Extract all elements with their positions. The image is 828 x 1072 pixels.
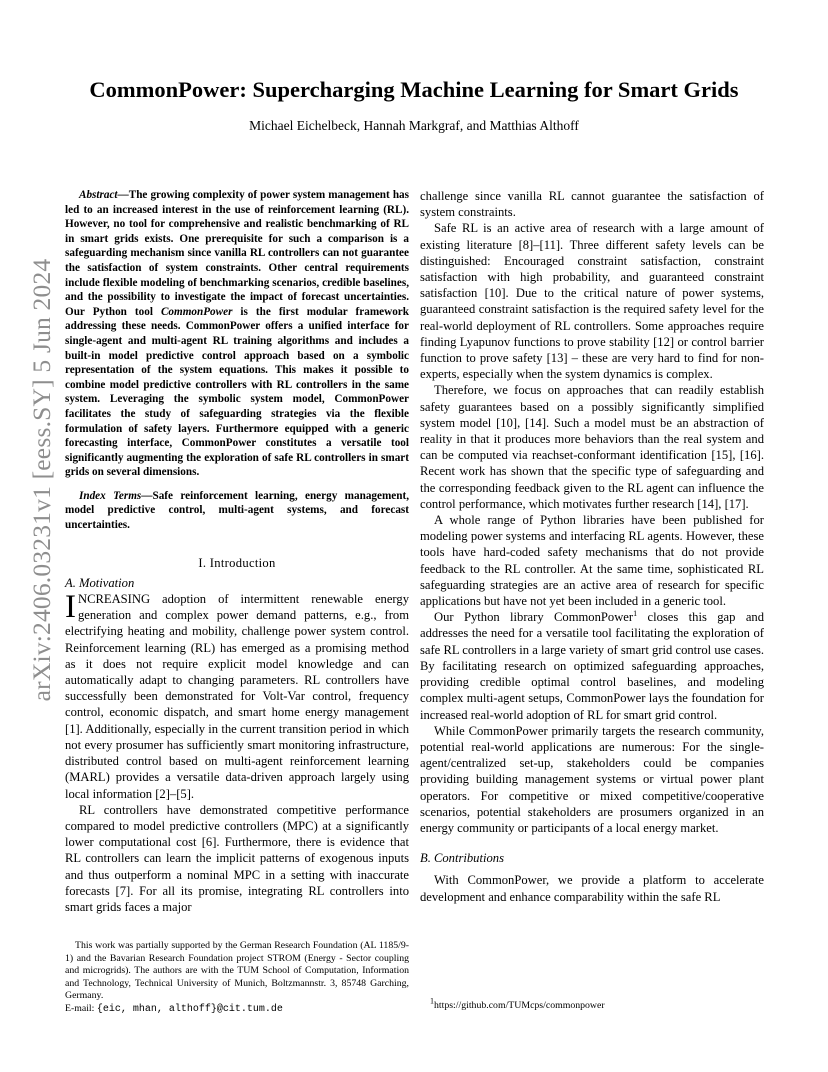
intro-paragraph-1-text: NCREASING adoption of intermittent renewable energy generation and complex power demand patterns, e.g., from electrifying heating and mobility, challenge power system control. Reinforcement learning (RL) has emerged as a promising method as it does not require explicit model knowledge and can automatically adapt to changing parameters. RL controllers have successfully been demonstrated for Volt-Var control, frequency control, economic dispatch, and smart home energy management [1]. Additionally, especially in the current transition period in which not every prosumer has sufficiently smart monitoring infrastructure, distributed control based on multi-agent reinforcement learning (MARL) provides a versatile data-driven approach largely using local information [2]–[5]. xyxy=(65,592,409,801)
email-addresses: {eic, mhan, althoff}@cit.tum.de xyxy=(96,1003,283,1015)
paper-title: CommonPower: Supercharging Machine Learning for Smart Grids xyxy=(89,77,739,102)
abstract-tool-name: CommonPower xyxy=(160,305,233,318)
section-heading-introduction: I. Introduction xyxy=(198,555,276,570)
funding-footnote xyxy=(65,940,409,1016)
url-footnote-marker: 1 xyxy=(430,996,434,1006)
index-terms-label: Index Terms xyxy=(79,489,142,502)
index-terms xyxy=(65,489,409,533)
abstract xyxy=(65,188,409,533)
abstract-label: Abstract xyxy=(79,189,118,201)
right-paragraph-2: Safe RL is an active area of research with a large amount of existing literature [8]–[11]. Three different safety levels can be distinguished: Encouraged constraint satisfaction, constraint satisfaction with high probability, and guaranteed constraint satisfaction [10]. Due to the critical nature of power systems, guaranteed constraint satisfaction is the required safety level for the real-world deployment of RL controllers. Some approaches require finding Lyapunov functions to prove stability [12] or control barrier function to prove safety [13] – these are very hard to find for non-experts, especially when the system dynamics is complex. xyxy=(420,221,764,382)
right-column xyxy=(420,188,764,905)
right-paragraph-1: challenge since vanilla RL cannot guarantee the satisfaction of system constraints. xyxy=(420,189,764,220)
drop-cap: I xyxy=(65,589,76,626)
left-column xyxy=(65,188,409,915)
subsection-heading-contributions: B. Contributions xyxy=(420,851,504,866)
abstract-paragraph xyxy=(65,188,409,480)
right-paragraph-4: A whole range of Python libraries have been published for modeling power systems and interfacing RL agents. However, these tools have hard-coded safety mechanisms that do not provide feedback to the RL controller. At the same time, sophisticated RL safeguarding strategies are an active area of research for specific applications but have not yet been included in a generic tool. xyxy=(420,513,764,609)
footnote-marker: 1 xyxy=(633,609,638,619)
right-paragraph-5-text-2: closes this gap and addresses the need for a versatile tool facilitating the exploration of safe RL controllers in a large variety of smart grid control use cases. By facilitating research on optimized safeguarding approaches, providing credible optimal control baselines, and modeling complex multi-agent setups, CommonPower lays the foundation for increased real-world adoption of RL for smart grid control. xyxy=(420,610,765,722)
abstract-text-1: —The growing complexity of power system management has led to an increased interest in the use of reinforcement learning (RL). However, no tool for comprehensive and realistic benchmarking of RL in smart grids exists. One prerequisite for such a comparison is a safeguarding mechanism since vanilla RL controllers can not guarantee the satisfaction of system constraints. Other central requirements include flexible modeling of benchmarking scenarios, credible baselines, and the possibility to investigate the impact of forecast uncertainties. Our Python tool xyxy=(65,189,409,318)
right-paragraph-7: With CommonPower, we provide a platform to accelerate development and enhance comparability within the safe RL xyxy=(420,873,764,904)
right-paragraph-5 xyxy=(420,609,764,722)
right-paragraph-5-text-1: Our Python library CommonPower xyxy=(434,610,634,625)
intro-paragraph-1 xyxy=(65,591,409,802)
funding-footnote-text: This work was partially supported by the German Research Foundation (AL 1185/9-1) and the Bavarian Research Foundation project STROM (Energy - Sector coupling and microgrids). The authors are with the TUM School of Computation, Information and Technology, Technical University of Munich, Boltzmannstr. 3, 85748 Garching, Germany. xyxy=(65,940,409,1001)
right-paragraph-6: While CommonPower primarily targets the research community, potential real-world applications are numerous: For the single-agent/centralized set-up, stakeholders could be companies providing building management systems or virtual power plant operators. For competitive or mixed competitive/cooperative scenarios, potential stakeholders are prosumers organized in an energy community or participants of a local energy market. xyxy=(420,723,764,835)
subsection-heading-motivation: A. Motivation xyxy=(65,575,135,590)
url-footnote xyxy=(430,996,605,1013)
email-label: E-mail: xyxy=(65,1002,97,1014)
right-paragraph-3: Therefore, we focus on approaches that can readily establish safety guarantees based on a possibly significantly simplified system model [10], [14]. Such a model must be an abstraction of reality in that it produces more behaviors than the real system and can be computed via reachset-conformant identification [15], [16]. Recent work has shown that the specific type of safeguarding and the corresponding feedback given to the RL agent can influence the control performance, which motivates further research [14], [17]. xyxy=(420,383,764,511)
abstract-text-2: is the first modular framework addressing these needs. CommonPower offers a unified interface for single-agent and multi-agent RL training algorithms and includes a built-in model predictive control approach based on a symbolic representation of the system equations. This makes it possible to combine model predictive controllers with RL controllers in the same system. Leveraging the symbolic system model, CommonPower facilitates the study of safeguarding strategies via the flexible formulation of safety layers. Furthermore equipped with a generic forecasting interface, CommonPower constitutes a versatile tool significantly augmenting the exploration of safe RL controllers in smart grids on several dimensions. xyxy=(65,305,409,479)
intro-paragraph-2: RL controllers have demonstrated competitive performance compared to model predictive controllers (MPC) at a significantly lower computational cost [6]. Furthermore, there is evidence that RL controllers can learn the implicit patterns of exogenous inputs and thus outperform a nominal MPC in a setting with inaccurate forecasts [7]. For all its promise, integrating RL controllers into smart grids faces a major xyxy=(65,802,409,914)
email-line xyxy=(65,1003,409,1017)
arxiv-identifier: arXiv:2406.03231v1 [eess.SY] 5 Jun 2024 xyxy=(27,258,56,702)
paper-authors: Michael Eichelbeck, Hannah Markgraf, and Matthias Althoff xyxy=(249,118,579,133)
index-terms-text: —Safe reinforcement learning, energy management, model predictive control, multi-agent systems, and forecast uncertainties. xyxy=(65,489,409,532)
url-footnote-link[interactable]: https://github.com/TUMcps/commonpower xyxy=(434,1000,605,1011)
arxiv-sidebar-stamp xyxy=(22,258,62,702)
